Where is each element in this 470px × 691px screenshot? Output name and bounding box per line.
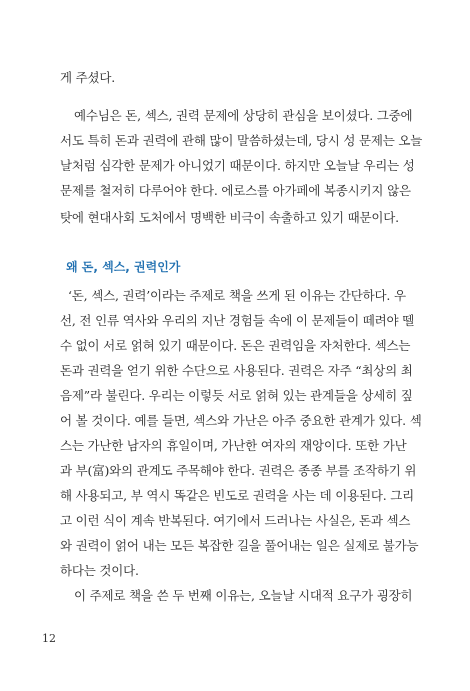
paragraph-line: 와 권력이 얽어 내는 모든 복잡한 길을 풀어내는 일은 실제로 불가능: [60, 538, 419, 553]
paragraph-line: 수 없이 서로 얽혀 있기 때문이다. 돈은 권력임을 자처한다. 섹스는: [60, 338, 411, 353]
paragraph-line: 날처럼 심각한 문제가 아니었기 때문이다. 하지만 오늘날 우리는 성: [60, 158, 415, 173]
section-heading: 왜 돈, 섹스, 권력인가: [66, 260, 181, 274]
paragraph-line: 돈과 권력을 얻기 위한 수단으로 사용된다. 권력은 자주 “최상의 최: [60, 363, 413, 378]
paragraph-line: 해 사용되고, 부 역시 똑같은 빈도로 권력을 사는 데 이용된다. 그리: [60, 488, 415, 503]
paragraph-line: 스는 가난한 남자의 휴일이며, 가난한 여자의 재앙이다. 또한 가난: [60, 438, 407, 453]
paragraph-line: 탓에 현대사회 도처에서 명백한 비극이 속출하고 있기 때문이다.: [60, 210, 399, 225]
page-number: 12: [42, 632, 56, 645]
paragraph-line: 예수님은 돈, 섹스, 권력 문제에 상당히 관심을 보이셨다. 그중에: [74, 108, 413, 123]
paragraph-line: 하다는 것이다.: [60, 563, 139, 578]
paragraph-line: 이 주제로 책을 쓴 두 번째 이유는, 오늘날 시대적 요구가 굉장히: [74, 588, 413, 603]
paragraph-line: 음제”라 불린다. 우리는 이렇듯 서로 얽혀 있는 관계들을 상세히 짚: [60, 388, 413, 403]
paragraph-line: 어 볼 것이다. 예를 들면, 섹스와 가난은 아주 중요한 관계가 있다. 섹: [60, 413, 422, 428]
paragraph-line: 문제를 철저히 다루어야 한다. 에로스를 아가페에 복종시키지 않은: [60, 183, 411, 198]
paragraph-line: 게 주셨다.: [60, 70, 116, 85]
paragraph-line: 서도 특히 돈과 권력에 관해 많이 말씀하셨는데, 당시 성 문제는 오늘: [60, 133, 423, 148]
paragraph-line: 고 이런 식이 계속 반복된다. 여기에서 드러나는 사실은, 돈과 섹스: [60, 513, 411, 528]
paragraph-line: 과 부(富)와의 관계도 주목해야 한다. 권력은 종종 부를 조작하기 위: [60, 463, 417, 478]
paragraph-line: ‘돈, 섹스, 권력’이라는 주제로 책을 쓰게 된 이유는 간단하다. 우: [68, 288, 406, 303]
paragraph-line: 선, 전 인류 역사와 우리의 지난 경험들 속에 이 문제들이 떼려야 뗄: [60, 313, 415, 328]
